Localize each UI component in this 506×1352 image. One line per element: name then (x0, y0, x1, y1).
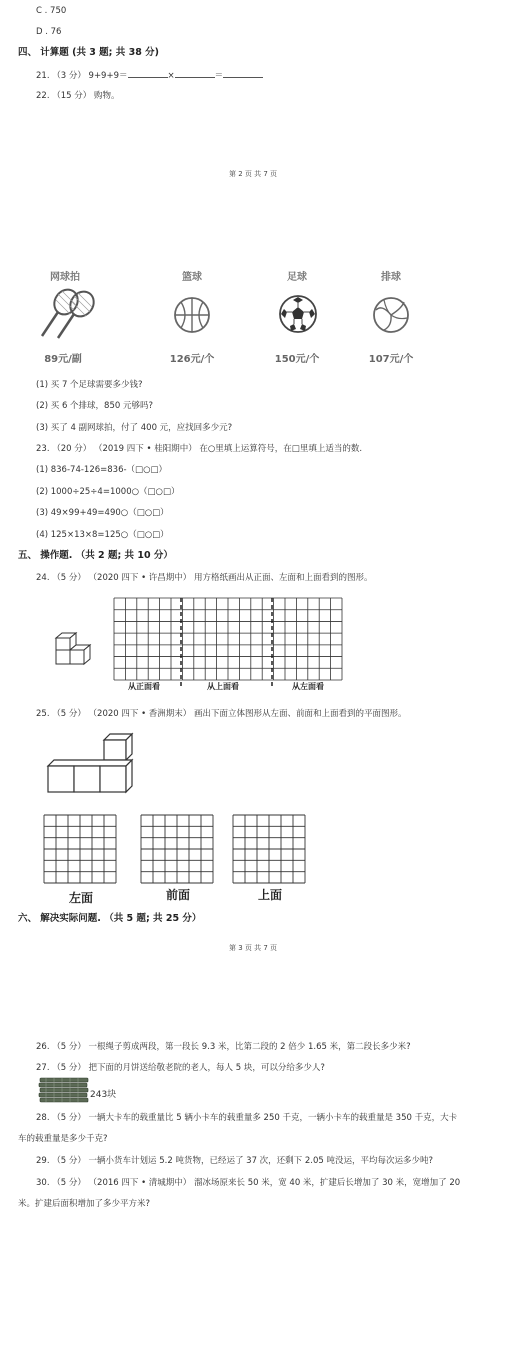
q23-item-3: (3) 49×99+49=490○（□○□） (36, 508, 169, 518)
q22-sub-2: (2) 买 6 个排球，850 元够吗? (36, 401, 153, 411)
q24-label-front: 从正面看 (128, 682, 160, 691)
question-30-line-2: 米。扩建后面积增加了多少平方米? (18, 1199, 151, 1209)
q25-grid-front[interactable] (141, 815, 215, 885)
product-price: 107元/个 (368, 354, 414, 365)
question-28-line-2: 车的载重量是多少千克? (18, 1134, 108, 1144)
tennis-racket-icon (38, 288, 108, 340)
page-footer-2: 第 2 页 共 7 页 (228, 170, 278, 178)
question-29: 29. （5 分） 一辆小货车计划运 5.2 吨货物，已经运了 37 次，还剩下 2.05 吨没运，平均每次运多少吨? (36, 1156, 434, 1166)
question-28-line-1: 28. （5 分） 一辆大卡车的载重量比 5 辆小卡车的载重量多 250 千克，一辆小卡车的载重量是 350 千克，大卡 (36, 1113, 458, 1123)
q24-label-top: 从上面看 (207, 682, 239, 691)
product-name: 足球 (287, 272, 307, 283)
cube-stack-figure (52, 630, 97, 672)
option-c: C . 750 (36, 6, 67, 16)
volleyball-icon (372, 296, 410, 334)
q23-item-4: (4) 125×13×8=125○（□○□） (36, 530, 169, 540)
question-30-line-1: 30. （5 分） （2016 四下 • 清城期中） 溜冰场原来长 50 米，宽 40 米，扩建后长增加了 30 米，宽增加了 20 (36, 1178, 461, 1188)
q25-label-top: 上面 (257, 888, 282, 902)
mooncake-count: 243块 (90, 1090, 117, 1100)
q23-item-1: (1) 836-74-126=836-（□○□） (36, 465, 168, 475)
product-name: 排球 (381, 272, 401, 283)
section-5-title: 五、 操作题. （共 2 题; 共 10 分） (18, 550, 173, 561)
section-4-title: 四、 计算题 (共 3 题; 共 38 分) (18, 47, 159, 58)
question-22: 22. （15 分） 购物。 (36, 91, 120, 101)
q25-label-left: 左面 (68, 891, 93, 905)
q24-label-left: 从左面看 (292, 682, 324, 691)
product-price: 126元/个 (169, 354, 215, 365)
question-25: 25. （5 分） （2020 四下 • 香洲期末） 画出下面立体图形从左面、前面和上面看到的平面图形。 (36, 709, 407, 719)
q21-times: × (167, 71, 175, 81)
solid-figure (44, 732, 136, 796)
q21-blank-2[interactable] (175, 68, 215, 78)
q25-grid-left[interactable] (44, 815, 118, 885)
basketball-icon (173, 296, 211, 334)
product-price: 150元/个 (274, 354, 320, 365)
soccer-ball-icon (278, 294, 318, 334)
q23-item-2: (2) 1000÷25÷4=1000○（□○□） (36, 487, 180, 497)
q22-sub-1: (1) 买 7 个足球需要多少钱? (36, 380, 143, 390)
product-name: 篮球 (182, 272, 202, 283)
product-price: 89元/副 (44, 354, 82, 365)
page-footer-3: 第 3 页 共 7 页 (228, 944, 278, 952)
option-d: D . 76 (36, 27, 62, 37)
q24-grid-paper[interactable] (114, 598, 346, 688)
q21-equals: ＝ (214, 71, 224, 81)
q21-blank-1[interactable] (128, 68, 168, 78)
question-24: 24. （5 分） （2020 四下 • 许昌期中） 用方格纸画出从正面、左面和上面看到的图形。 (36, 573, 373, 583)
q22-sub-3: (3) 买了 4 副网球拍，付了 400 元，应找回多少元? (36, 423, 233, 433)
q21-blank-3[interactable] (223, 68, 263, 78)
question-26: 26. （5 分） 一根绳子剪成两段，第一段长 9.3 米，比第二段的 2 倍少 1.65 米，第二段长多少米? (36, 1042, 411, 1052)
question-21 (36, 68, 263, 82)
section-6-title: 六、 解决实际问题. （共 5 题; 共 25 分） (18, 913, 202, 924)
q25-grid-top[interactable] (233, 815, 307, 885)
q21-prefix: 21. （3 分） 9+9+9＝ (36, 71, 128, 81)
q25-label-front: 前面 (165, 888, 190, 902)
question-27: 27. （5 分） 把下面的月饼送给敬老院的老人，每人 5 块，可以分给多少人? (36, 1063, 325, 1073)
question-23: 23. （20 分） （2019 四下 • 桂阳期中） 在○里填上运算符号，在□里填上适当的数. (36, 444, 363, 454)
mooncake-stack-image (38, 1077, 90, 1105)
product-name: 网球拍 (50, 272, 80, 283)
